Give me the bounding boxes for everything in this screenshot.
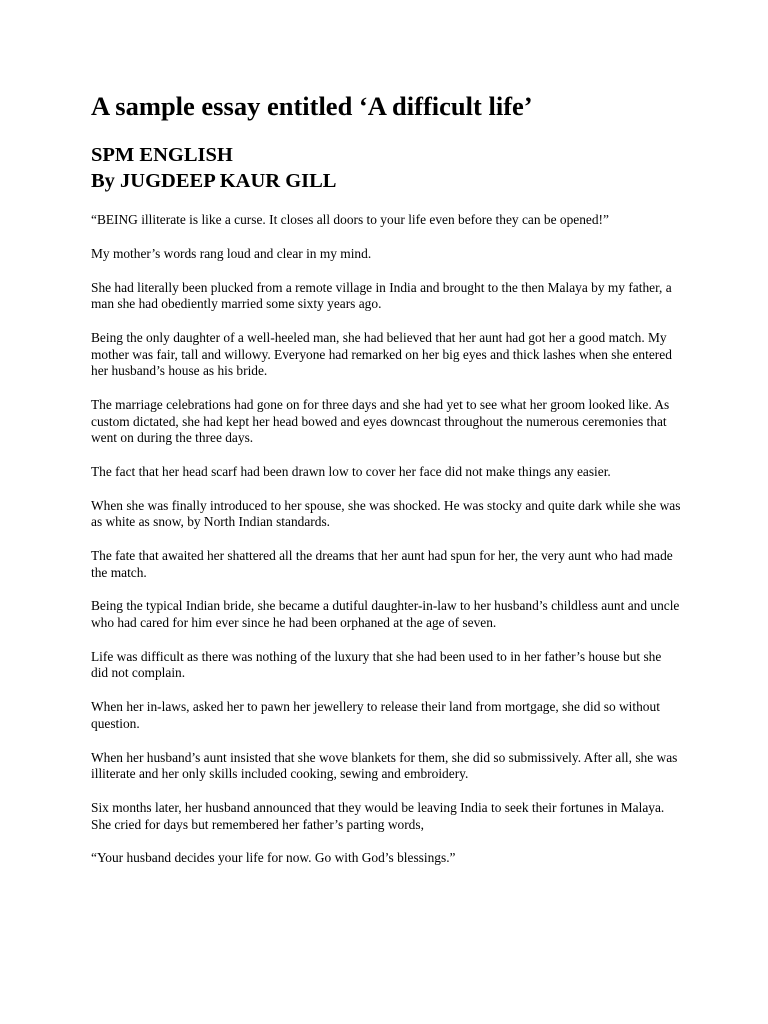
exam-subject: SPM ENGLISH [91, 144, 233, 166]
paragraph: When her husband’s aunt insisted that she wove blankets for them, she did so submissively. After all, she was illiterate and her only skills included cooking, sewing and embroidery. [91, 749, 678, 782]
paragraph: Being the only daughter of a well-heeled man, she had believed that her aunt had got her a good match. My mother was fair, tall and willowy. Everyone had remarked on her big eyes and thick lashes when she entered her husband’s house as his bride. [91, 329, 672, 379]
paragraph: Six months later, her husband announced that they would be leaving India to seek their fortunes in Malaya. She cried for days but remembered her father’s parting words, [91, 799, 665, 832]
document-page [91, 90, 681, 884]
paragraph: The marriage celebrations had gone on for three days and she had yet to see what her groom looked like. As custom dictated, she had kept her head bowed and eyes downcast throughout the numerous ceremonies that went on during the three days. [91, 396, 670, 446]
essay-title: A sample essay entitled ‘A difficult life’ [91, 91, 533, 121]
paragraph: Life was difficult as there was nothing of the luxury that she had been used to in her father’s house but she did not complain. [91, 648, 662, 681]
paragraph-opening-quote: “BEING illiterate is like a curse. It closes all doors to your life even before they can be opened!” [91, 212, 609, 227]
paragraph: She had literally been plucked from a remote village in India and brought to the then Malaya by my father, a man she had obediently married some sixty years ago. [91, 279, 672, 312]
paragraph: The fate that awaited her shattered all the dreams that her aunt had spun for her, the very aunt who had made the match. [91, 548, 673, 580]
paragraph-closing-quote: “Your husband decides your life for now. Go with God’s blessings.” [91, 850, 456, 866]
paragraph: When her in-laws, asked her to pawn her jewellery to release their land from mortgage, she did so without question. [91, 699, 660, 731]
author-byline: By JUGDEEP KAUR GILL [91, 170, 337, 192]
paragraph: My mother’s words rang loud and clear in my mind. [91, 245, 372, 261]
paragraph: When she was finally introduced to her spouse, she was shocked. He was stocky and quite dark while she was as white as snow, by North Indian standards. [91, 497, 681, 530]
paragraph: The fact that her head scarf had been drawn low to cover her face did not make things any easier. [91, 463, 611, 479]
paragraph: Being the typical Indian bride, she became a dutiful daughter-in-law to her husband’s childless aunt and uncle who had cared for him ever since he had been orphaned at the age of seven. [91, 598, 680, 630]
